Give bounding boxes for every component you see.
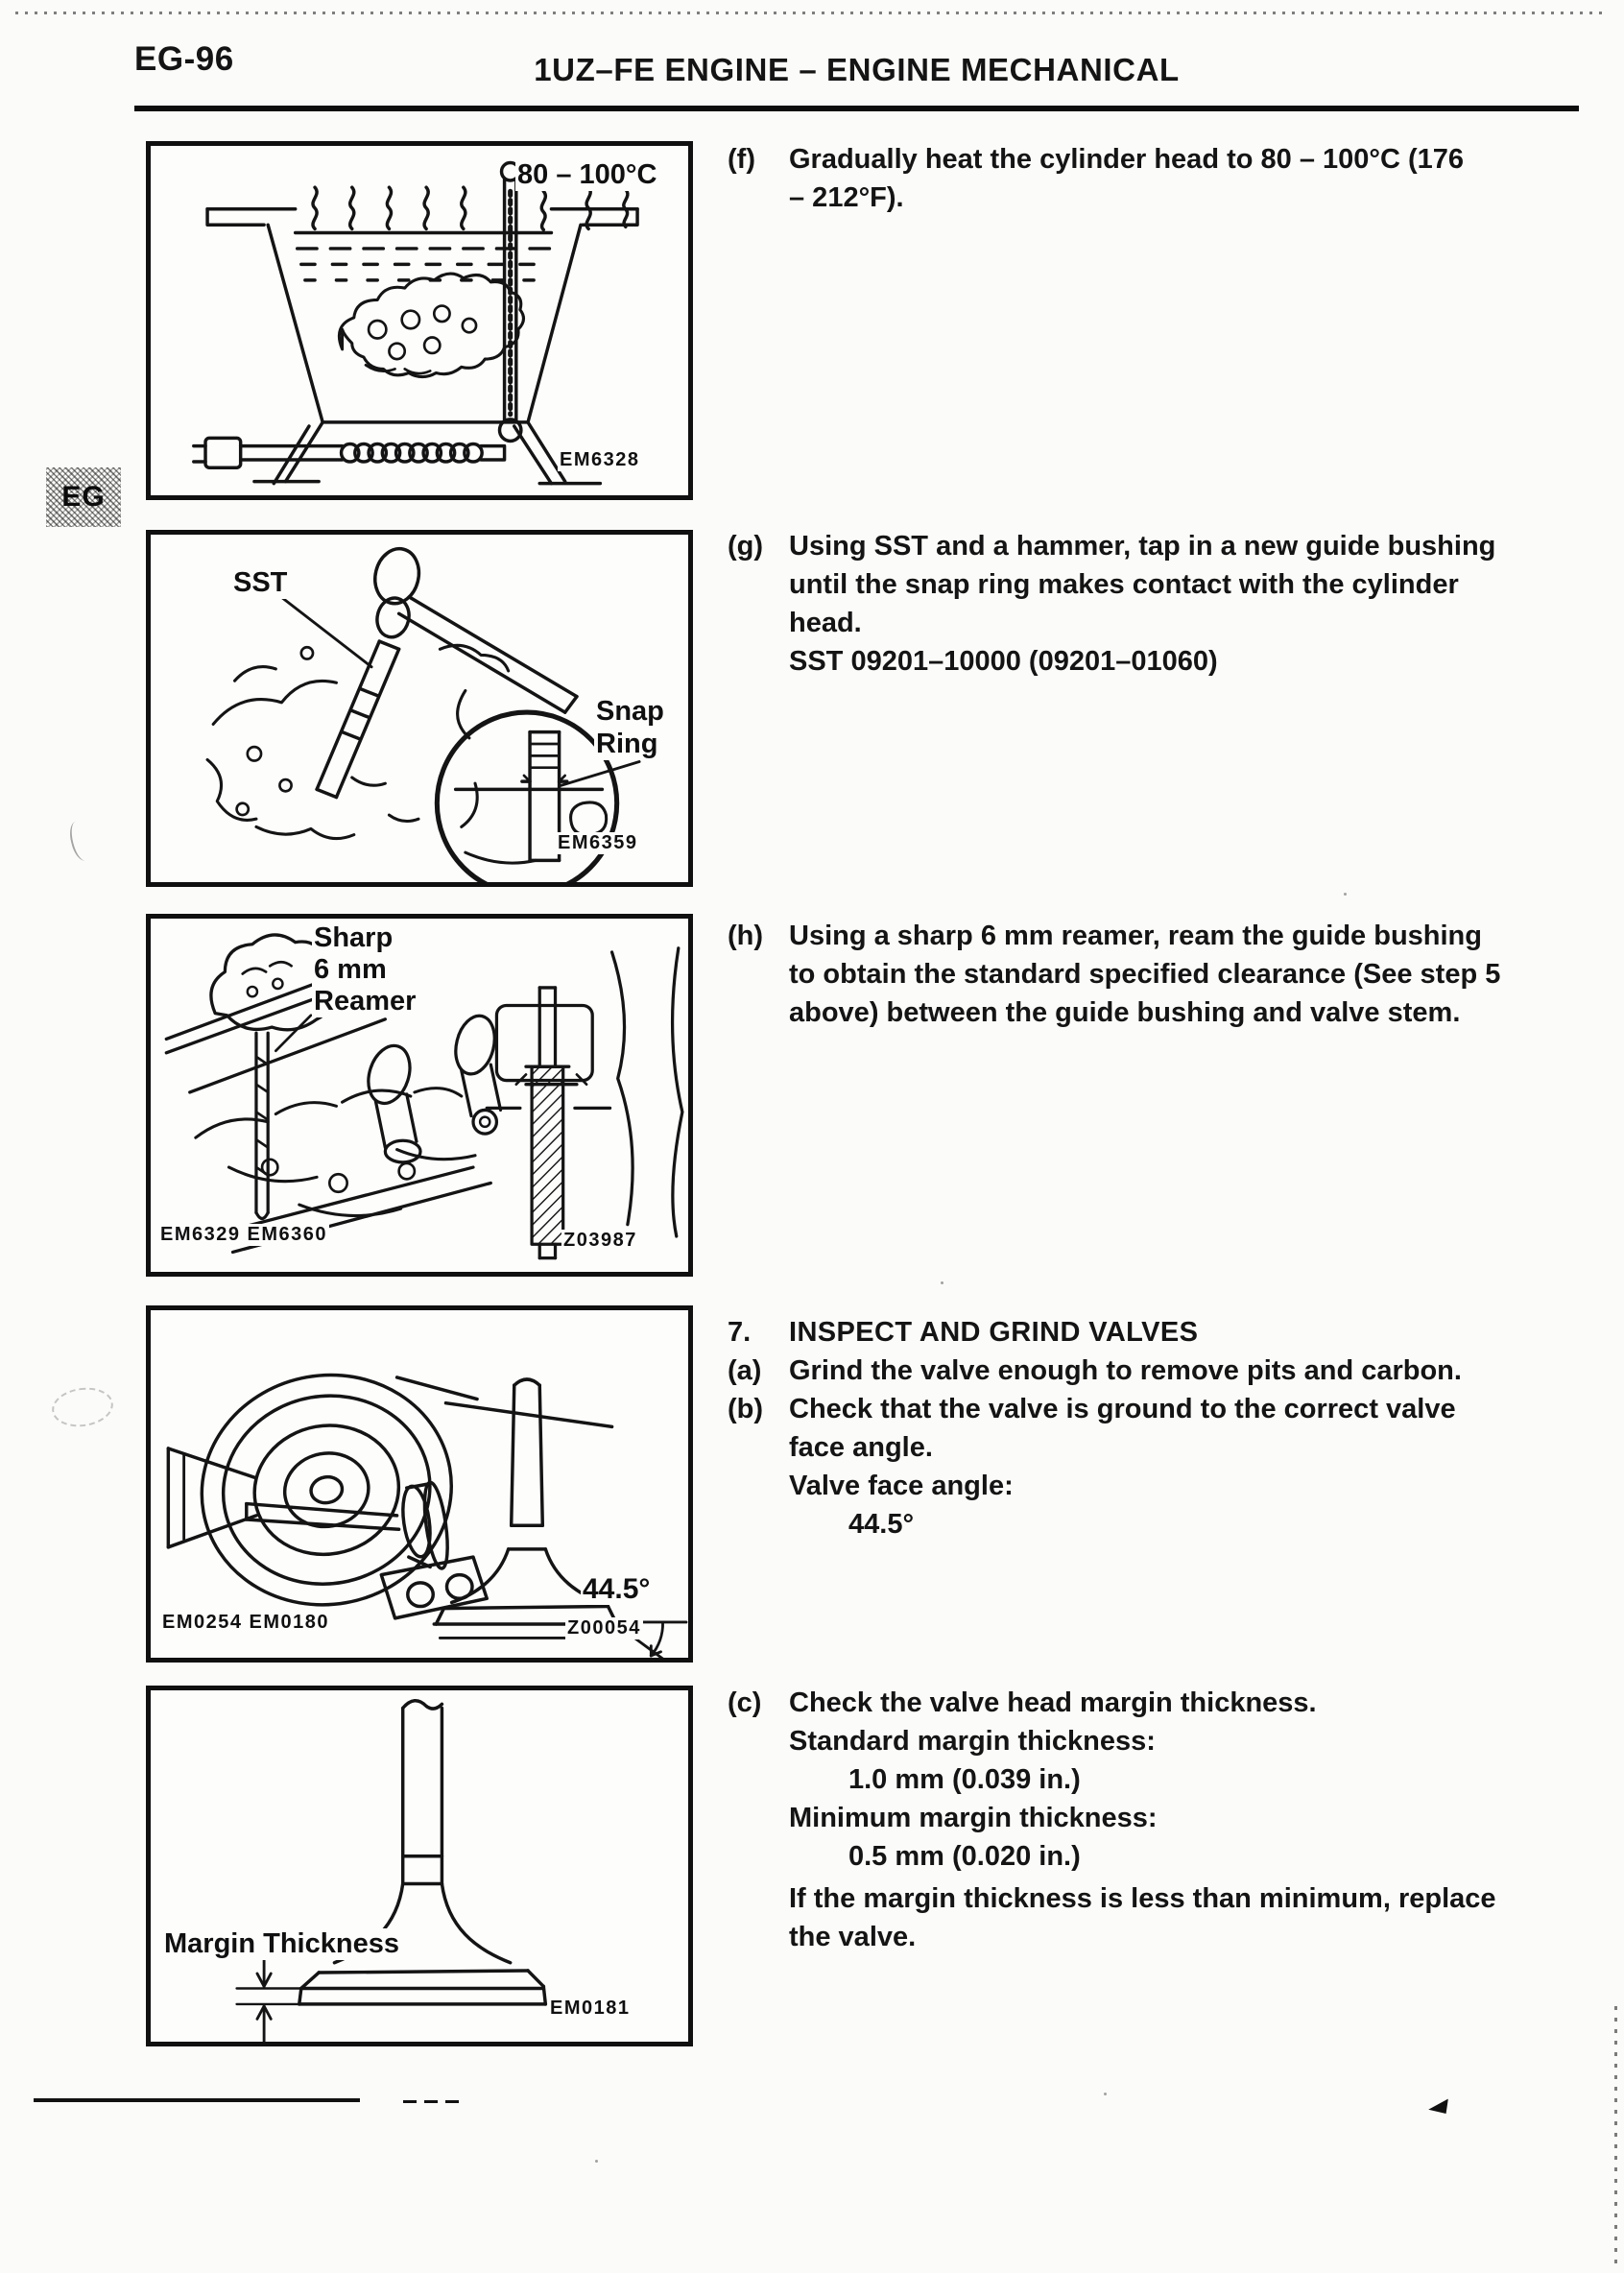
sst-spec: SST 09201–10000 (09201–01060) [789, 646, 1218, 677]
item-b-text: Check that the valve is ground to the correct valve face angle. Valve face angle: 44.5° [789, 1390, 1456, 1543]
item-letter: (b) [728, 1394, 764, 1424]
figure-code-left: EM6329 EM6360 [160, 1224, 328, 1245]
valve-angle-label: 44.5° [583, 1573, 651, 1605]
figure-code-right: Z03987 [563, 1230, 637, 1251]
figure-cylinder-head-heating [146, 141, 693, 500]
section-body [728, 1313, 1462, 1543]
scan-speck [1104, 2093, 1107, 2095]
valve-grinder-illustration [151, 1310, 688, 1658]
margin-thickness-label: Margin Thickness [164, 1928, 399, 1959]
reamer-illustration [151, 919, 688, 1272]
minimum-margin-label: Minimum margin thickness: [789, 1803, 1158, 1833]
step-text: Using a sharp 6 mm reamer, ream the guide bushing to obtain the standard specified clearance (See step 5 above) between the guide bushing and valve stem. [789, 921, 1501, 1028]
temperature-label: 80 – 100°C [517, 159, 657, 190]
step-text: Gradually heat the cylinder head to 80 – 100°C (176 – 212°F). [789, 144, 1465, 213]
figure-code-right: Z00054 [567, 1617, 641, 1639]
section-tab-label: EG [61, 481, 106, 513]
section-title: INSPECT AND GRIND VALVES [789, 1317, 1199, 1348]
standard-margin-value: 1.0 mm (0.039 in.) [848, 1764, 1081, 1795]
section-tab-eg [46, 467, 121, 527]
scan-artifact-corner-mark [1427, 2099, 1450, 2117]
scan-speck [1344, 893, 1347, 896]
section-number: 7. [728, 1317, 752, 1348]
step-g [728, 527, 1591, 681]
snap-ring-label-line2: Ring [596, 729, 658, 759]
item-b [728, 1390, 1462, 1543]
valve-face-angle-value: 44.5° [848, 1509, 915, 1540]
page-number: EG-96 [134, 40, 234, 78]
valve-face-angle-label: Valve face angle: [789, 1471, 1014, 1501]
scan-artifact-edge-dots [1614, 2006, 1617, 2271]
item-a: (a) Grind the valve enough to remove pits and carbon. [789, 1352, 1462, 1390]
step-c [728, 1684, 1591, 1956]
step-letter: (h) [728, 921, 764, 951]
scan-artifact [50, 1384, 116, 1431]
item-letter: (a) [728, 1355, 762, 1386]
step-h [728, 917, 1591, 1032]
figure-guide-bushing-ream [146, 914, 693, 1277]
figure-code-left: EM0254 EM0180 [162, 1612, 330, 1633]
step-letter: (f) [728, 144, 755, 175]
sst-label: SST [233, 567, 288, 598]
scan-speck [595, 2160, 598, 2163]
figure-code: EM0181 [550, 1998, 631, 2019]
figure-valve-grinding [146, 1305, 693, 1663]
reamer-label-line3: Reamer [314, 986, 417, 1017]
step-letter: (c) [728, 1687, 762, 1718]
scan-speck [941, 1281, 943, 1284]
step-letter: (g) [728, 531, 764, 562]
snap-ring-label-line1: Snap [596, 696, 664, 727]
figure-code: EM6359 [558, 832, 638, 853]
reamer-label-line2: 6 mm [314, 954, 387, 985]
reamer-label-line1: Sharp [314, 922, 394, 953]
heating-tank-illustration [151, 146, 688, 495]
scan-artifact [66, 819, 95, 863]
minimum-margin-value: 0.5 mm (0.020 in.) [848, 1841, 1081, 1872]
scan-artifact-top-dots [15, 12, 1609, 14]
valve-margin-illustration [151, 1690, 688, 2042]
figure-guide-bushing-install [146, 530, 693, 887]
page-title: 1UZ–FE ENGINE – ENGINE MECHANICAL [534, 52, 1180, 87]
step-f [728, 140, 1591, 217]
figure-valve-margin [146, 1686, 693, 2046]
step-text: Using SST and a hammer, tap in a new guide bushing until the snap ring makes contact with the cylinder head. SST 09201–10000 (09201–01060) [789, 527, 1495, 681]
header-rule [134, 106, 1579, 111]
figure-code: EM6328 [560, 449, 640, 470]
scan-artifact-bottom-line [34, 2098, 360, 2102]
scan-artifact-bottom-dashes [403, 2100, 463, 2103]
step-text: Check the valve head margin thickness. Standard margin thickness: 1.0 mm (0.039 in.) Minimum margin thickness: 0.5 mm (0.020 in.) If the margin thickness is less than minimum, replace the valve. [789, 1687, 1496, 1952]
section-7 [728, 1313, 1591, 1543]
standard-margin-label: Standard margin thickness: [789, 1726, 1156, 1757]
